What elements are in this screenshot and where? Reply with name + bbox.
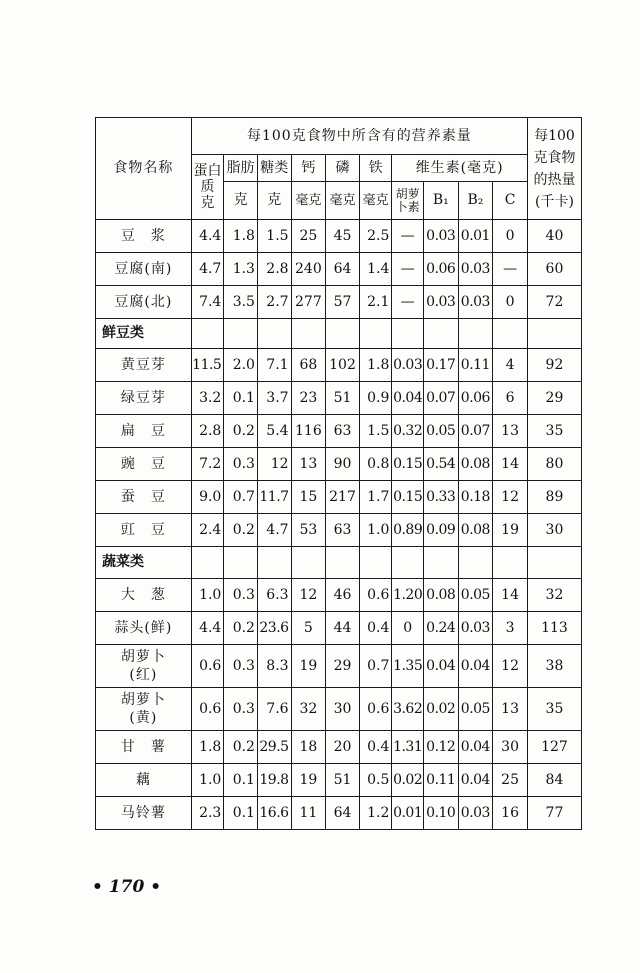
value-cell: 57 [326, 286, 360, 319]
food-name-cell: 黄豆芽 [96, 349, 192, 382]
value-cell: 30 [527, 514, 581, 547]
value-cell: — [392, 220, 424, 253]
value-cell: 2.7 [257, 286, 291, 319]
empty-cell [359, 547, 392, 579]
value-cell: 72 [527, 286, 581, 319]
value-cell: 0.3 [224, 645, 258, 688]
value-cell: 14 [493, 448, 528, 481]
value-cell: 4.7 [257, 514, 291, 547]
value-cell: 16.6 [257, 797, 291, 830]
value-cell: 0.06 [423, 253, 458, 286]
value-cell: 0.7 [224, 481, 258, 514]
value-cell: 0.9 [359, 382, 392, 415]
value-cell: 0.11 [458, 349, 493, 382]
value-cell: 51 [326, 764, 360, 797]
food-name-cell: 豆 浆 [96, 220, 192, 253]
value-cell: 0.7 [359, 645, 392, 688]
value-cell: 0.5 [359, 764, 392, 797]
phosphorus-header: 磷 [326, 155, 360, 182]
header-row-1 [96, 118, 582, 155]
value-cell: 2.4 [191, 514, 224, 547]
value-cell: 113 [527, 612, 581, 645]
value-cell: 0.05 [458, 688, 493, 731]
value-cell: 0.04 [458, 764, 493, 797]
value-cell: 0.4 [359, 612, 392, 645]
fat-unit: 克 [224, 182, 258, 220]
value-cell: 0.17 [423, 349, 458, 382]
value-cell: 0.2 [224, 731, 258, 764]
value-cell: 102 [326, 349, 360, 382]
table-row [96, 253, 582, 286]
value-cell: 217 [326, 481, 360, 514]
value-cell: 92 [527, 349, 581, 382]
value-cell: 3.2 [191, 382, 224, 415]
calories-unit: (千卡) [535, 193, 574, 210]
table-row [96, 731, 582, 764]
value-cell: 0.32 [392, 415, 424, 448]
empty-cell [326, 319, 360, 349]
value-cell: 4.4 [191, 612, 224, 645]
empty-cell [392, 319, 424, 349]
value-cell: 0.3 [224, 448, 258, 481]
empty-cell [527, 319, 581, 349]
table-row [96, 481, 582, 514]
value-cell: 0 [392, 612, 424, 645]
value-cell: 40 [527, 220, 581, 253]
value-cell: 0.02 [423, 688, 458, 731]
value-cell: 0.12 [423, 731, 458, 764]
value-cell: 7.6 [257, 688, 291, 731]
value-cell: 1.20 [392, 579, 424, 612]
value-cell: 30 [326, 688, 360, 731]
empty-cell [423, 319, 458, 349]
b1-header: B₁ [423, 182, 458, 220]
value-cell: 6 [493, 382, 528, 415]
section-label: 鲜豆类 [96, 319, 192, 349]
food-name-cell: 豆腐(北) [96, 286, 192, 319]
value-cell: 0.6 [191, 688, 224, 731]
empty-cell [458, 547, 493, 579]
value-cell: 0.03 [458, 797, 493, 830]
value-cell: 1.31 [392, 731, 424, 764]
value-cell: 13 [493, 688, 528, 731]
value-cell: 1.2 [359, 797, 392, 830]
value-cell: 0.05 [458, 579, 493, 612]
value-cell: 0.04 [458, 645, 493, 688]
sugar-unit: 克 [257, 182, 291, 220]
value-cell: 0.18 [458, 481, 493, 514]
value-cell: — [493, 253, 528, 286]
b2-header: B₂ [458, 182, 493, 220]
value-cell: 0.03 [458, 253, 493, 286]
value-cell: 0.04 [392, 382, 424, 415]
value-cell: 3.5 [224, 286, 258, 319]
table-row [96, 415, 582, 448]
table-row [96, 448, 582, 481]
value-cell: 7.1 [257, 349, 291, 382]
value-cell: 5 [291, 612, 326, 645]
value-cell: 23 [291, 382, 326, 415]
table-row [96, 286, 582, 319]
nutrition-table [95, 117, 582, 830]
value-cell: 1.5 [257, 220, 291, 253]
empty-cell [458, 319, 493, 349]
value-cell: 0.10 [423, 797, 458, 830]
value-cell: 2.3 [191, 797, 224, 830]
empty-cell [392, 547, 424, 579]
empty-cell [527, 547, 581, 579]
value-cell: 0.1 [224, 382, 258, 415]
value-cell: 0.15 [392, 448, 424, 481]
value-cell: 0.07 [458, 415, 493, 448]
value-cell: 0.11 [423, 764, 458, 797]
value-cell: 3.7 [257, 382, 291, 415]
value-cell: 64 [326, 797, 360, 830]
value-cell: 80 [527, 448, 581, 481]
empty-cell [493, 319, 528, 349]
value-cell: 12 [493, 481, 528, 514]
value-cell: 7.4 [191, 286, 224, 319]
value-cell: 4.7 [191, 253, 224, 286]
value-cell: 0.89 [392, 514, 424, 547]
value-cell: 0.01 [458, 220, 493, 253]
value-cell: — [392, 286, 424, 319]
value-cell: 12 [257, 448, 291, 481]
value-cell: 1.8 [359, 349, 392, 382]
value-cell: 68 [291, 349, 326, 382]
carotene-header: 胡萝卜素 [392, 182, 424, 220]
value-cell: 0.03 [458, 286, 493, 319]
value-cell: — [392, 253, 424, 286]
value-cell: 89 [527, 481, 581, 514]
fat-header: 脂肪 [224, 155, 258, 182]
value-cell: 0.07 [423, 382, 458, 415]
value-cell: 2.8 [257, 253, 291, 286]
empty-cell [423, 547, 458, 579]
protein-label: 蛋白质 [193, 163, 222, 195]
value-cell: 1.7 [359, 481, 392, 514]
value-cell: 13 [291, 448, 326, 481]
value-cell: 3 [493, 612, 528, 645]
food-name-cell: 扁 豆 [96, 415, 192, 448]
food-name-cell: 绿豆芽 [96, 382, 192, 415]
empty-cell [493, 547, 528, 579]
value-cell: 1.0 [191, 579, 224, 612]
value-cell: 1.0 [359, 514, 392, 547]
value-cell: 90 [326, 448, 360, 481]
food-name-header: 食物名称 [96, 118, 192, 220]
value-cell: 0.6 [359, 579, 392, 612]
section-row [96, 319, 582, 349]
value-cell: 1.5 [359, 415, 392, 448]
value-cell: 38 [527, 645, 581, 688]
food-name-line1: 胡萝卜 [120, 649, 166, 665]
value-cell: 0.6 [191, 645, 224, 688]
food-name-cell: 豇 豆 [96, 514, 192, 547]
value-cell: 0.01 [392, 797, 424, 830]
value-cell: 0.33 [423, 481, 458, 514]
empty-cell [359, 319, 392, 349]
table-row [96, 220, 582, 253]
value-cell: 8.3 [257, 645, 291, 688]
protein-unit: 克 [200, 195, 215, 211]
value-cell: 2.8 [191, 415, 224, 448]
value-cell: 0.2 [224, 415, 258, 448]
value-cell: 13 [493, 415, 528, 448]
value-cell: 0.1 [224, 764, 258, 797]
value-cell: 29 [326, 645, 360, 688]
value-cell: 0.03 [392, 349, 424, 382]
food-name-cell: 蚕 豆 [96, 481, 192, 514]
table-row [96, 688, 582, 731]
value-cell: 14 [493, 579, 528, 612]
value-cell: 0.03 [458, 612, 493, 645]
value-cell: 0.06 [458, 382, 493, 415]
value-cell: 0.3 [224, 579, 258, 612]
value-cell: 15 [291, 481, 326, 514]
value-cell: 35 [527, 415, 581, 448]
value-cell: 3.62 [392, 688, 424, 731]
value-cell: 1.35 [392, 645, 424, 688]
table-row [96, 645, 582, 688]
empty-cell [191, 547, 224, 579]
value-cell: 35 [527, 688, 581, 731]
value-cell: 64 [326, 253, 360, 286]
calcium-header: 钙 [291, 155, 326, 182]
food-name-cell: 蒜头(鲜) [96, 612, 192, 645]
value-cell: 6.3 [257, 579, 291, 612]
value-cell: 4.4 [191, 220, 224, 253]
food-name-line2: (红) [129, 667, 158, 683]
value-cell: 1.8 [191, 731, 224, 764]
value-cell: 51 [326, 382, 360, 415]
value-cell: 63 [326, 514, 360, 547]
value-cell: 0.8 [359, 448, 392, 481]
value-cell: 1.0 [191, 764, 224, 797]
value-cell: 32 [527, 579, 581, 612]
value-cell: 0.02 [392, 764, 424, 797]
value-cell: 32 [291, 688, 326, 731]
nutrients-title-header: 每100克食物中所含有的营养素量 [191, 118, 527, 155]
value-cell: 0.15 [392, 481, 424, 514]
empty-cell [224, 547, 258, 579]
value-cell: 44 [326, 612, 360, 645]
table-row [96, 382, 582, 415]
section-row [96, 547, 582, 579]
value-cell: 19 [493, 514, 528, 547]
value-cell: 0.08 [458, 448, 493, 481]
value-cell: 277 [291, 286, 326, 319]
value-cell: 0.24 [423, 612, 458, 645]
value-cell: 0.03 [423, 220, 458, 253]
value-cell: 2.5 [359, 220, 392, 253]
empty-cell [326, 547, 360, 579]
value-cell: 29 [527, 382, 581, 415]
value-cell: 12 [291, 579, 326, 612]
protein-header [191, 155, 224, 220]
value-cell: 19 [291, 764, 326, 797]
food-name-line2: (黄) [129, 710, 158, 726]
empty-cell [224, 319, 258, 349]
value-cell: 20 [326, 731, 360, 764]
value-cell: 0 [493, 220, 528, 253]
section-label: 蔬菜类 [96, 547, 192, 579]
value-cell: 116 [291, 415, 326, 448]
value-cell: 84 [527, 764, 581, 797]
table-row [96, 612, 582, 645]
value-cell: 16 [493, 797, 528, 830]
value-cell: 11.5 [191, 349, 224, 382]
calories-title: 每100克食物的热量 [533, 127, 576, 188]
value-cell: 63 [326, 415, 360, 448]
table-row [96, 579, 582, 612]
value-cell: 0.08 [423, 579, 458, 612]
value-cell: 12 [493, 645, 528, 688]
value-cell: 0.04 [458, 731, 493, 764]
iron-header: 铁 [359, 155, 392, 182]
value-cell: 240 [291, 253, 326, 286]
value-cell: 0.04 [423, 645, 458, 688]
value-cell: 0.1 [224, 797, 258, 830]
iron-unit: 毫克 [359, 182, 392, 220]
value-cell: 1.8 [224, 220, 258, 253]
value-cell: 0.4 [359, 731, 392, 764]
table-row [96, 764, 582, 797]
value-cell: 46 [326, 579, 360, 612]
empty-cell [191, 319, 224, 349]
value-cell: 23.6 [257, 612, 291, 645]
value-cell: 2.0 [224, 349, 258, 382]
food-name-cell [96, 645, 192, 688]
value-cell: 1.3 [224, 253, 258, 286]
value-cell: 1.4 [359, 253, 392, 286]
table-row [96, 797, 582, 830]
value-cell: 0.3 [224, 688, 258, 731]
value-cell: 19.8 [257, 764, 291, 797]
value-cell: 9.0 [191, 481, 224, 514]
value-cell: 127 [527, 731, 581, 764]
value-cell: 0 [493, 286, 528, 319]
value-cell: 5.4 [257, 415, 291, 448]
empty-cell [257, 319, 291, 349]
sugar-header: 糖类 [257, 155, 291, 182]
food-name-line1: 胡萝卜 [120, 692, 166, 708]
value-cell: 0.05 [423, 415, 458, 448]
value-cell: 77 [527, 797, 581, 830]
empty-cell [291, 547, 326, 579]
food-name-cell: 豌 豆 [96, 448, 192, 481]
food-name-cell: 大 葱 [96, 579, 192, 612]
value-cell: 29.5 [257, 731, 291, 764]
food-name-cell: 藕 [96, 764, 192, 797]
value-cell: 7.2 [191, 448, 224, 481]
value-cell: 19 [291, 645, 326, 688]
value-cell: 30 [493, 731, 528, 764]
value-cell: 0.08 [458, 514, 493, 547]
page-number: • 170 • [92, 877, 162, 897]
food-name-cell: 马铃薯 [96, 797, 192, 830]
value-cell: 4 [493, 349, 528, 382]
value-cell: 2.1 [359, 286, 392, 319]
value-cell: 0.6 [359, 688, 392, 731]
value-cell: 0.03 [423, 286, 458, 319]
table-body [96, 118, 582, 830]
value-cell: 60 [527, 253, 581, 286]
value-cell: 11 [291, 797, 326, 830]
value-cell: 45 [326, 220, 360, 253]
calcium-unit: 毫克 [291, 182, 326, 220]
table-row [96, 514, 582, 547]
value-cell: 25 [493, 764, 528, 797]
phosphorus-unit: 毫克 [326, 182, 360, 220]
table-row [96, 349, 582, 382]
value-cell: 53 [291, 514, 326, 547]
calories-header [527, 118, 581, 220]
value-cell: 0.2 [224, 514, 258, 547]
food-name-cell: 甘 薯 [96, 731, 192, 764]
empty-cell [291, 319, 326, 349]
food-name-cell [96, 688, 192, 731]
value-cell: 0.09 [423, 514, 458, 547]
value-cell: 0.54 [423, 448, 458, 481]
value-cell: 11.7 [257, 481, 291, 514]
value-cell: 25 [291, 220, 326, 253]
value-cell: 0.2 [224, 612, 258, 645]
value-cell: 18 [291, 731, 326, 764]
vitamins-header: 维生素(毫克) [392, 155, 528, 182]
c-header: C [493, 182, 528, 220]
empty-cell [257, 547, 291, 579]
food-name-cell: 豆腐(南) [96, 253, 192, 286]
